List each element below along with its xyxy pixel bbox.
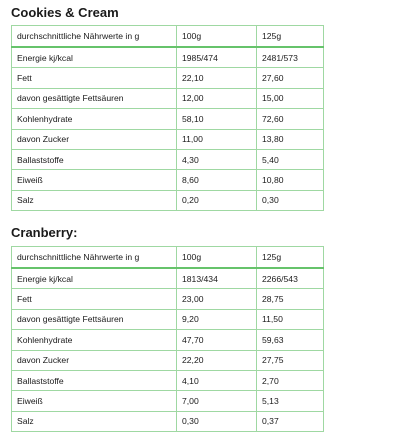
table-row — [12, 391, 324, 411]
value-100g: 1985/474 — [177, 47, 257, 68]
value-125g: 13,80 — [257, 129, 324, 149]
value-100g: 4,10 — [177, 370, 257, 390]
value-125g: 0,37 — [257, 411, 324, 431]
nutrient-name: Energie kj/kcal — [12, 268, 177, 289]
table-row — [12, 47, 324, 68]
header-cell-nutrient: durchschnittliche Nährwerte in g — [12, 26, 177, 48]
value-125g: 59,63 — [257, 330, 324, 350]
nutrient-name: davon Zucker — [12, 129, 177, 149]
value-125g: 15,00 — [257, 88, 324, 108]
header-cell-nutrient: durchschnittliche Nährwerte in g — [12, 247, 177, 269]
value-100g: 12,00 — [177, 88, 257, 108]
value-100g: 7,00 — [177, 391, 257, 411]
section-title-cookies-cream: Cookies & Cream — [11, 5, 119, 20]
nutrient-name: Kohlenhydrate — [12, 109, 177, 129]
nutrient-name: Salz — [12, 190, 177, 210]
table-row — [12, 309, 324, 329]
value-100g: 9,20 — [177, 309, 257, 329]
value-100g: 8,60 — [177, 170, 257, 190]
table-row — [12, 170, 324, 190]
value-125g: 28,75 — [257, 289, 324, 309]
value-100g: 47,70 — [177, 330, 257, 350]
table-row — [12, 330, 324, 350]
nutrient-name: Ballaststoffe — [12, 149, 177, 169]
section-title-cranberry: Cranberry: — [11, 225, 78, 240]
nutrient-name: Ballaststoffe — [12, 370, 177, 390]
value-125g: 2266/543 — [257, 268, 324, 289]
value-125g: 5,13 — [257, 391, 324, 411]
nutrient-name: Eiweiß — [12, 391, 177, 411]
table-row — [12, 88, 324, 108]
table-row — [12, 289, 324, 309]
table-row — [12, 190, 324, 210]
value-100g: 22,10 — [177, 68, 257, 88]
table-row — [12, 370, 324, 390]
table-row — [12, 149, 324, 169]
nutrition-table-cranberry — [11, 246, 324, 432]
value-100g: 0,20 — [177, 190, 257, 210]
nutrition-table-cookies-cream — [11, 25, 324, 211]
value-125g: 0,30 — [257, 190, 324, 210]
value-100g: 58,10 — [177, 109, 257, 129]
table-row — [12, 268, 324, 289]
table-row — [12, 411, 324, 431]
value-100g: 23,00 — [177, 289, 257, 309]
header-cell-125g: 125g — [257, 26, 324, 48]
nutrient-name: Salz — [12, 411, 177, 431]
value-100g: 22,20 — [177, 350, 257, 370]
value-125g: 2481/573 — [257, 47, 324, 68]
value-125g: 27,75 — [257, 350, 324, 370]
table-header-row — [12, 26, 324, 48]
nutrient-name: Fett — [12, 289, 177, 309]
header-cell-125g: 125g — [257, 247, 324, 269]
nutrient-name: Energie kj/kcal — [12, 47, 177, 68]
table-row — [12, 109, 324, 129]
nutrient-name: Kohlenhydrate — [12, 330, 177, 350]
value-100g: 11,00 — [177, 129, 257, 149]
nutrient-name: Eiweiß — [12, 170, 177, 190]
value-125g: 5,40 — [257, 149, 324, 169]
value-125g: 2,70 — [257, 370, 324, 390]
value-125g: 27,60 — [257, 68, 324, 88]
value-100g: 4,30 — [177, 149, 257, 169]
value-100g: 0,30 — [177, 411, 257, 431]
table-row — [12, 350, 324, 370]
value-125g: 11,50 — [257, 309, 324, 329]
nutrient-name: davon gesättigte Fettsäuren — [12, 88, 177, 108]
table-header-row — [12, 247, 324, 269]
table-row — [12, 129, 324, 149]
value-125g: 72,60 — [257, 109, 324, 129]
nutrient-name: davon gesättigte Fettsäuren — [12, 309, 177, 329]
value-125g: 10,80 — [257, 170, 324, 190]
header-cell-100g: 100g — [177, 26, 257, 48]
table-row — [12, 68, 324, 88]
header-cell-100g: 100g — [177, 247, 257, 269]
nutrient-name: davon Zucker — [12, 350, 177, 370]
nutrient-name: Fett — [12, 68, 177, 88]
value-100g: 1813/434 — [177, 268, 257, 289]
